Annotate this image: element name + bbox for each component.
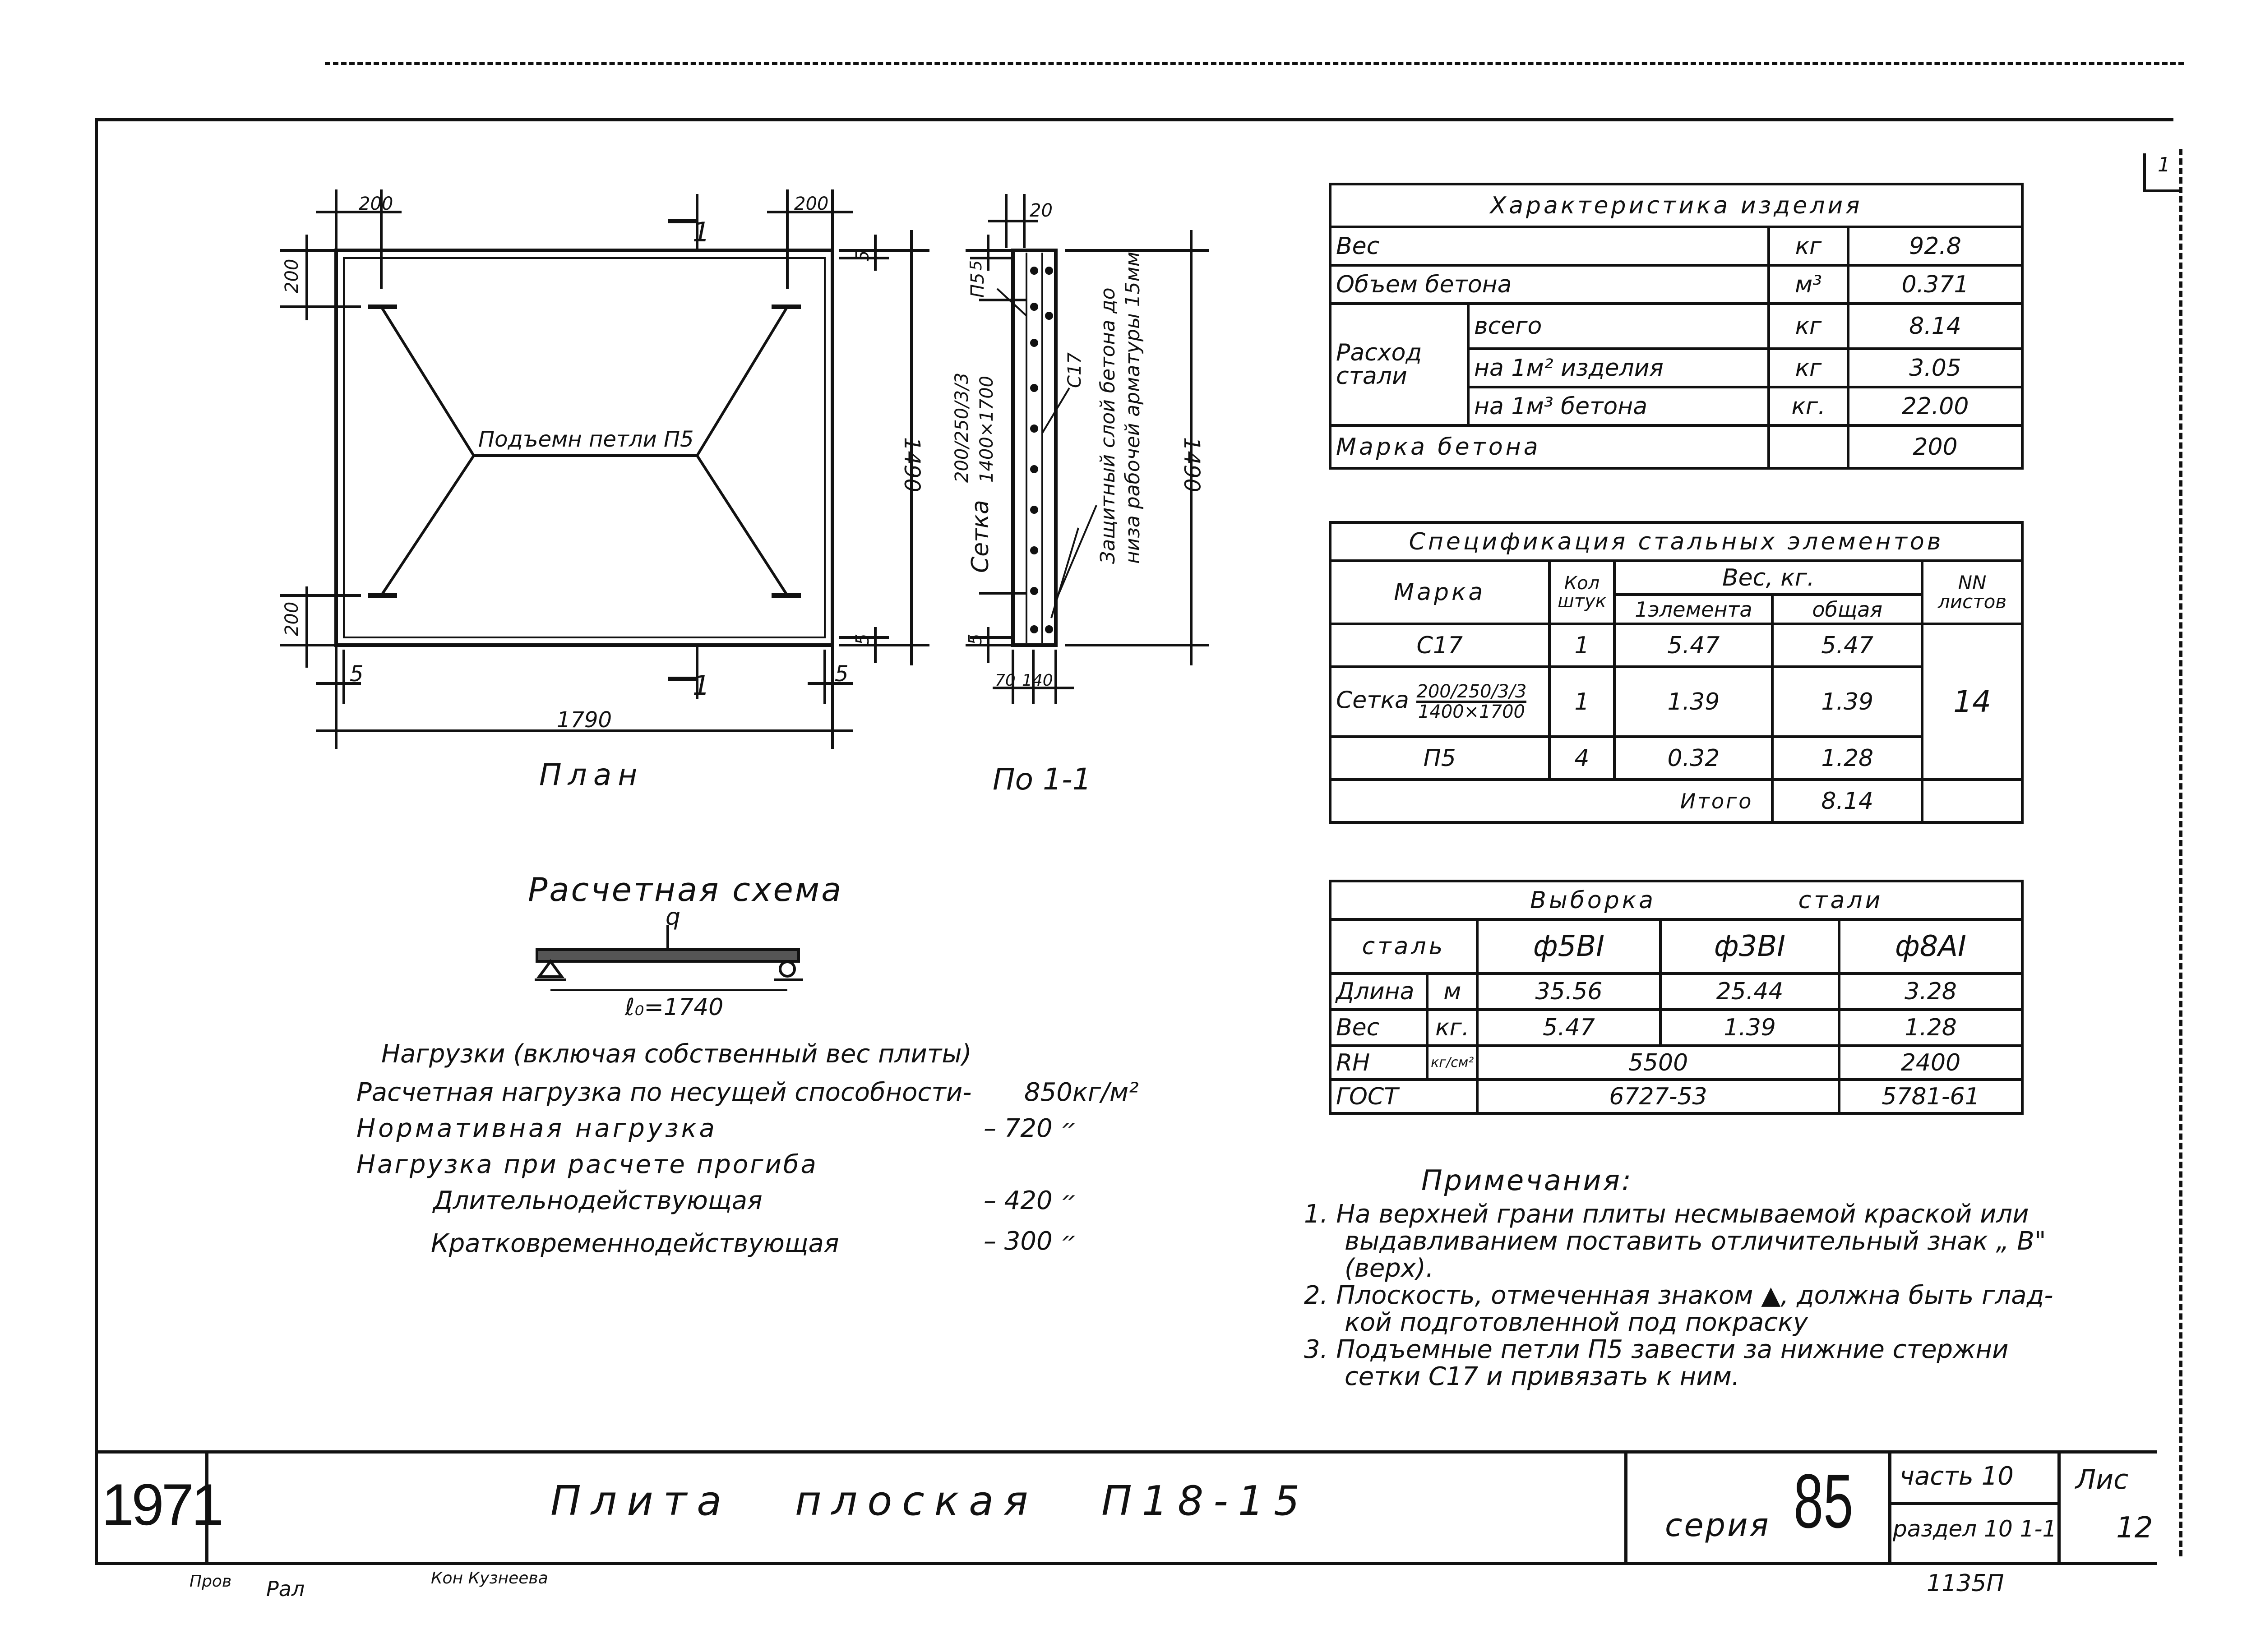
spec-mesh-cell <box>1330 667 1549 737</box>
section-mesh-spec-bottom: 1400×1700 <box>976 375 997 483</box>
spec-col-qty: Кол штук <box>1549 561 1615 624</box>
spec-col-total: общая <box>1772 595 1922 624</box>
long-load-value: – 420 ״ <box>984 1186 1077 1215</box>
signature-check: Пров <box>190 1572 232 1591</box>
char-row-unit: м³ <box>1769 265 1848 304</box>
steel-rh-3: 2400 <box>1839 1046 2022 1080</box>
spec-total-value: 8.14 <box>1772 780 1922 822</box>
spec-mark: П5 <box>1330 737 1549 780</box>
steel-col-3: ф8АI <box>1839 919 2022 974</box>
char-steel-value: 3.05 <box>1848 349 2022 387</box>
section-mark-bottom: 1 <box>693 670 710 701</box>
steel-row-unit: кг. <box>1427 1010 1477 1046</box>
steel-row-v3: 3.28 <box>1839 974 2022 1010</box>
long-load-label: Длительнодействующая <box>433 1186 763 1215</box>
spec-one: 5.47 <box>1614 624 1772 667</box>
char-grade-label: Марка бетона <box>1330 425 1769 468</box>
spec-qty: 1 <box>1549 624 1615 667</box>
spec-col-weight: Вес, кг. <box>1614 561 1922 595</box>
dim-200-tr: 200 <box>794 194 829 214</box>
section-mark-top: 1 <box>693 217 710 248</box>
steel-col-2: ф3ВI <box>1660 919 1839 974</box>
char-row-unit: кг <box>1769 227 1848 265</box>
title-divider <box>1624 1450 1627 1562</box>
title-divider <box>1888 1450 1891 1562</box>
steel-table <box>1329 880 2024 1115</box>
short-load-label: Кратковременнодействующая <box>431 1229 839 1258</box>
char-title: Характеристика изделия <box>1330 184 2022 227</box>
steel-title-2: стали <box>1660 881 2022 919</box>
series-value: 85 <box>1794 1458 1854 1544</box>
signature-con: Кон Кузнеева <box>431 1569 548 1587</box>
signature-ral: Рал <box>266 1577 305 1601</box>
dim-5-top-plan: 5 <box>852 250 873 262</box>
steel-row-label: Вес <box>1330 1010 1427 1046</box>
part: часть 10 <box>1900 1462 2014 1491</box>
note-line: кой подготовленной под покраску <box>1345 1308 1808 1337</box>
dim-1490-plan: 1490 <box>899 437 925 493</box>
design-load-label: Расчетная нагрузка по несущей способности- <box>356 1078 972 1107</box>
steel-rh-12: 5500 <box>1477 1046 1839 1080</box>
steel-title-1: Выборка <box>1330 881 1660 919</box>
spec-total: 1.28 <box>1772 737 1922 780</box>
section-cover-2: низа рабочей арматуры 15мм <box>1121 251 1144 564</box>
spec-sheets: 14 <box>1922 624 2022 780</box>
dim-200-tl: 200 <box>359 194 393 214</box>
section-label-c17: С17 <box>1064 352 1085 388</box>
steel-row-v1: 35.56 <box>1477 974 1660 1010</box>
section-dim-140: 140 <box>1022 671 1053 690</box>
frame-right-line <box>2179 149 2182 1556</box>
sheet-label: Лис <box>2076 1464 2129 1495</box>
section-mesh-spec-top: 200/250/3/3 <box>952 372 972 483</box>
dim-5-bottom-plan: 5 <box>852 633 873 645</box>
deflection-label: Нагрузка при расчете прогиба <box>356 1150 818 1179</box>
section-label-mesh: Сетка <box>967 500 994 573</box>
normative-load-value: – 720 ״ <box>984 1114 1077 1143</box>
corner-number: 1 <box>2158 153 2170 176</box>
design-load-value: 850кг/м² <box>1024 1078 1139 1107</box>
note-line: сетки С17 и привязать к ним. <box>1345 1362 1740 1391</box>
spec-one: 1.39 <box>1614 667 1772 737</box>
title-divider <box>2057 1450 2061 1562</box>
note-line: (верх). <box>1345 1254 1434 1283</box>
spec-qty: 4 <box>1549 737 1615 780</box>
plan-caption: План <box>539 757 644 792</box>
spec-col-one: 1элемента <box>1614 595 1772 624</box>
section-dim-1490: 1490 <box>1179 437 1204 493</box>
steel-gost-label: ГОСТ <box>1330 1080 1477 1113</box>
char-grade-value: 200 <box>1848 425 2022 468</box>
char-steel-unit: кг <box>1769 349 1848 387</box>
char-steel-unit: кг <box>1769 304 1848 349</box>
calc-title: Расчетная схема <box>528 871 843 909</box>
note-line: 1. На верхней грани плиты несмываемой краской или <box>1304 1200 2029 1229</box>
char-row-value: 0.371 <box>1848 265 2022 304</box>
short-load-value: – 300 ״ <box>984 1227 1077 1256</box>
spec-table <box>1329 521 2024 824</box>
steel-gost-12: 6727-53 <box>1477 1080 1839 1113</box>
char-steel-value: 22.00 <box>1848 387 2022 425</box>
dim-1790: 1790 <box>556 707 612 733</box>
title-divider <box>1888 1502 2057 1505</box>
char-steel-label: на 1м² изделия <box>1468 349 1769 387</box>
steel-col-1: ф5ВI <box>1477 919 1660 974</box>
plan-drawing <box>0 0 1263 835</box>
spec-col-mark: Марка <box>1330 561 1549 624</box>
section-caption: По 1-1 <box>993 762 1091 797</box>
spec-qty: 1 <box>1549 667 1615 737</box>
spec-mark: С17 <box>1330 624 1549 667</box>
char-steel-unit: кг. <box>1769 387 1848 425</box>
steel-row-v2: 1.39 <box>1660 1010 1839 1046</box>
characteristics-table <box>1329 183 2024 470</box>
spec-mark: Сетка <box>1336 687 1409 714</box>
loads-title: Нагрузки (включая собственный вес плиты) <box>381 1039 972 1069</box>
spec-total-label: Итого <box>1330 780 1772 822</box>
note-line: 2. Плоскость, отмеченная знаком ▲, должна быть глад- <box>1304 1281 2053 1310</box>
section-dim-5-bottom: 5 <box>965 633 986 645</box>
note-line: выдавливанием поставить отличительный знак „ В" <box>1345 1227 2046 1256</box>
loops-label: Подъемн петли П5 <box>478 427 694 452</box>
section-dim-5-top: 5 <box>967 260 985 271</box>
steel-row-v3: 1.28 <box>1839 1010 2022 1046</box>
sheet-value: 12 <box>2116 1511 2153 1545</box>
product-name: Плита плоская П18-15 <box>550 1477 1310 1525</box>
char-row-label: Вес <box>1330 227 1769 265</box>
note-line: 3. Подъемные петли П5 завести за нижние стержни <box>1304 1335 2009 1364</box>
char-steel-value: 8.14 <box>1848 304 2022 349</box>
spec-title: Спецификация стальных элементов <box>1330 522 2022 561</box>
steel-row-label: Длина <box>1330 974 1427 1010</box>
stamp-number: 1135П <box>1927 1570 2004 1597</box>
steel-col-steel: сталь <box>1330 919 1477 974</box>
steel-row-v1: 5.47 <box>1477 1010 1660 1046</box>
dim-5-left: 5 <box>350 661 364 687</box>
spec-col-sheets: NN листов <box>1922 561 2022 624</box>
char-steel-label: всего <box>1468 304 1769 349</box>
spec-one: 0.32 <box>1614 737 1772 780</box>
dim-5-right: 5 <box>835 661 849 687</box>
year: 1971 <box>102 1472 222 1537</box>
char-steel-group: Расход стали <box>1330 304 1468 425</box>
steel-rh-label: RН <box>1330 1046 1427 1080</box>
dim-200-left-bottom: 200 <box>282 601 302 636</box>
calc-span: ℓ₀=1740 <box>625 994 724 1021</box>
steel-row-unit: м <box>1427 974 1477 1010</box>
spec-mesh-bottom: 1400×1700 <box>1418 701 1525 722</box>
section-dim-70: 70 <box>995 671 1016 690</box>
calc-q: q <box>666 904 681 931</box>
char-steel-label: на 1м³ бетона <box>1468 387 1769 425</box>
char-row-label: Объем бетона <box>1330 265 1769 304</box>
section-cover-1: Защитный слой бетона до <box>1096 287 1119 564</box>
notes-title: Примечания: <box>1421 1164 1633 1197</box>
spec-total: 1.39 <box>1772 667 1922 737</box>
steel-row-v2: 25.44 <box>1660 974 1839 1010</box>
dim-200-left-top: 200 <box>282 258 302 293</box>
steel-gost-3: 5781-61 <box>1839 1080 2022 1113</box>
series-label: серия <box>1665 1507 1771 1544</box>
section: раздел 10 1-1 <box>1893 1516 2057 1542</box>
spec-total: 5.47 <box>1772 624 1922 667</box>
section-dim-20: 20 <box>1030 200 1053 221</box>
normative-load-label: Нормативная нагрузка <box>356 1114 717 1143</box>
char-row-value: 92.8 <box>1848 227 2022 265</box>
section-label-p5: П5 <box>967 272 988 298</box>
corner-mark <box>2143 153 2182 192</box>
steel-rh-unit: кг/см² <box>1427 1046 1477 1080</box>
spec-mesh-top: 200/250/3/3 <box>1416 681 1527 702</box>
